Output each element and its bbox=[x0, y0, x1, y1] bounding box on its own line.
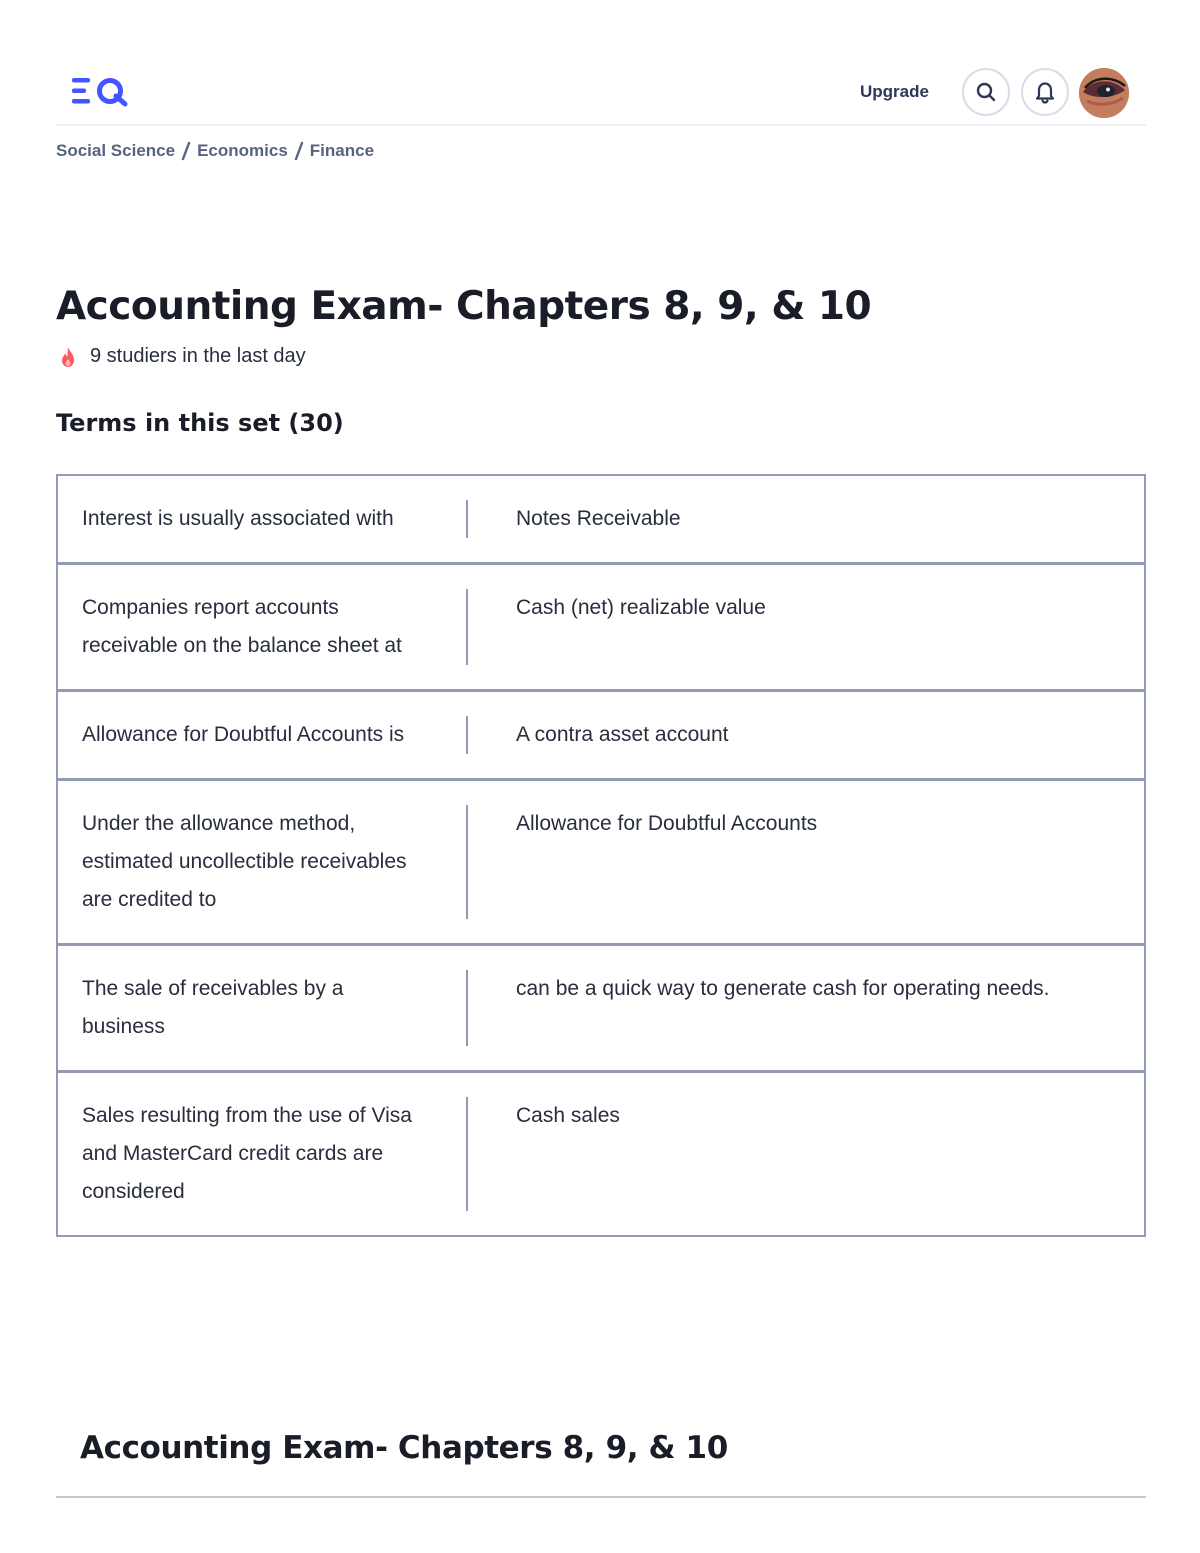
search-icon bbox=[975, 81, 997, 103]
upgrade-link[interactable]: Upgrade bbox=[860, 82, 929, 101]
definition-text: Notes Receivable bbox=[516, 507, 681, 530]
top-header bbox=[56, 62, 1146, 126]
breadcrumb-economics[interactable]: Economics bbox=[197, 141, 288, 160]
flame-icon bbox=[58, 346, 78, 368]
term-card[interactable] bbox=[58, 781, 1144, 946]
term-card[interactable] bbox=[58, 565, 1144, 692]
breadcrumb-separator-icon bbox=[181, 141, 191, 161]
breadcrumb-finance[interactable]: Finance bbox=[309, 141, 375, 160]
breadcrumb-separator-icon bbox=[294, 141, 304, 161]
definition-text: Allowance for Doubtful Accounts bbox=[516, 812, 818, 835]
breadcrumb-social-science[interactable]: Social Science bbox=[56, 141, 176, 160]
definition-text: Cash sales bbox=[516, 1104, 620, 1127]
breadcrumb bbox=[56, 141, 374, 161]
term-card[interactable] bbox=[58, 692, 1144, 781]
studiers-text: 9 studiers in the last day bbox=[90, 345, 306, 367]
quizlet-logo-icon[interactable] bbox=[72, 74, 132, 108]
term-card[interactable] bbox=[58, 946, 1144, 1073]
term-card[interactable] bbox=[58, 1073, 1144, 1235]
user-avatar[interactable] bbox=[1079, 68, 1129, 118]
term-text: Allowance for Doubtful Accounts is bbox=[58, 716, 468, 754]
search-button[interactable] bbox=[962, 68, 1010, 116]
definition-text: can be a quick way to generate cash for operating needs. bbox=[516, 977, 1050, 1000]
page-title: Accounting Exam- Chapters 8, 9, & 10 bbox=[56, 284, 872, 329]
terms-list bbox=[56, 474, 1146, 1237]
terms-heading: Terms in this set (30) bbox=[56, 409, 344, 437]
bell-icon bbox=[1034, 80, 1056, 104]
term-card[interactable] bbox=[58, 476, 1144, 565]
term-text: Companies report accounts receivable on the balance sheet at bbox=[58, 589, 468, 665]
footer-divider bbox=[56, 1496, 1146, 1498]
term-text: Sales resulting from the use of Visa and MasterCard credit cards are considered bbox=[58, 1097, 468, 1211]
term-text: Under the allowance method, estimated uncollectible receivables are credited to bbox=[58, 805, 468, 919]
definition-text: A contra asset account bbox=[516, 723, 729, 746]
footer-set-title: Accounting Exam- Chapters 8, 9, & 10 bbox=[80, 1430, 728, 1466]
term-text: The sale of receivables by a business bbox=[58, 970, 468, 1046]
studiers-count bbox=[58, 345, 306, 368]
definition-text: Cash (net) realizable value bbox=[516, 596, 766, 619]
notifications-button[interactable] bbox=[1021, 68, 1069, 116]
term-text: Interest is usually associated with bbox=[58, 500, 468, 538]
